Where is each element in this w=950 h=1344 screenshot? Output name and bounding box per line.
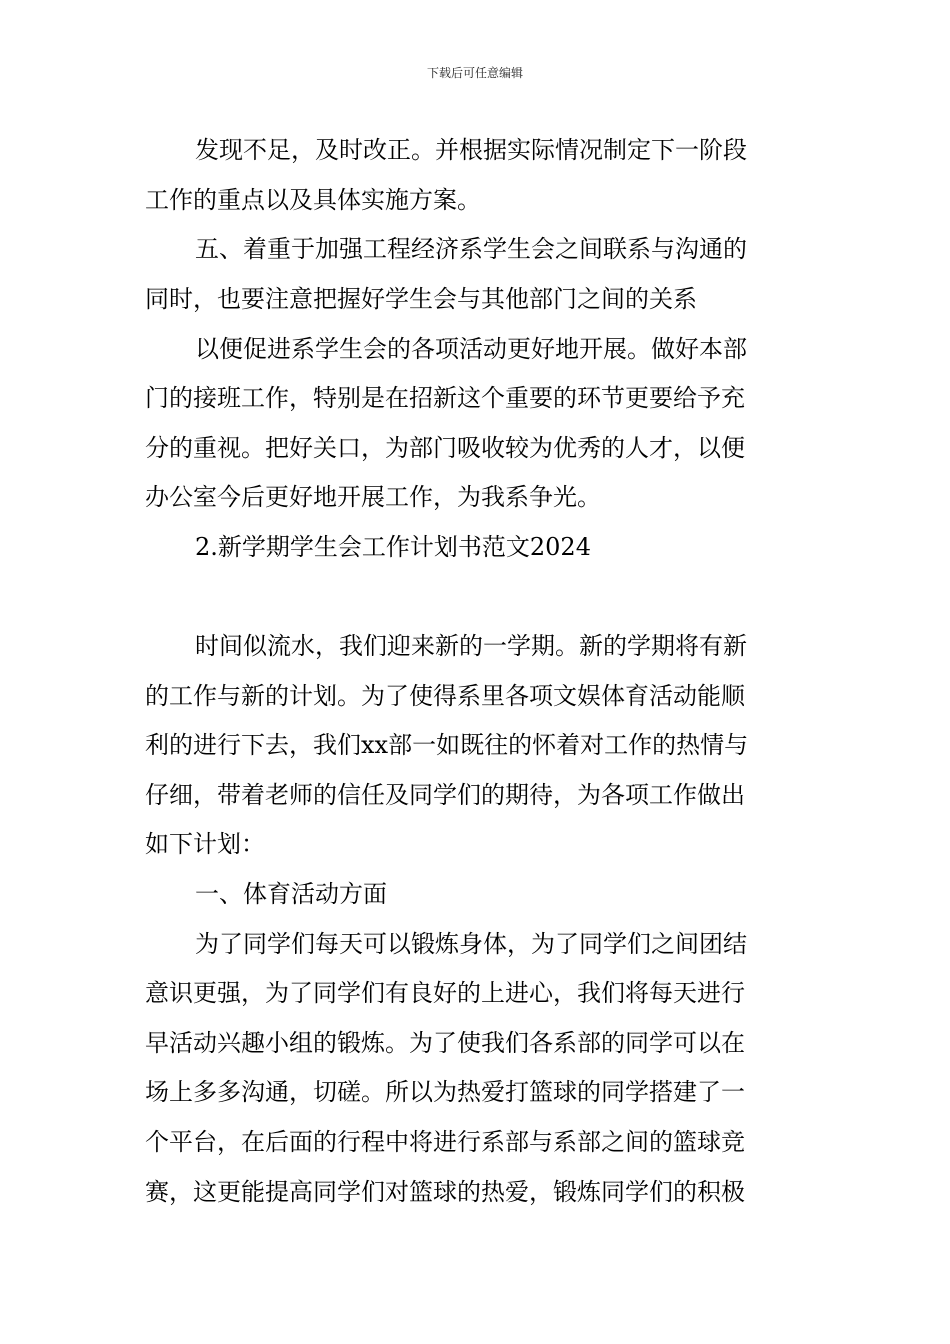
paragraph-line: 仔细，带着老师的信任及同学们的期待，为各项工作做出	[145, 781, 745, 809]
paragraph-line: 分的重视。把好关口，为部门吸收较为优秀的人才，以便	[145, 434, 745, 462]
paragraph-line: 为了同学们每天可以锻炼身体，为了同学们之间团结	[195, 930, 747, 958]
subsection-heading: 一、体育活动方面	[195, 880, 387, 908]
paragraph-line: 意识更强，为了同学们有良好的上进心，我们将每天进行	[145, 979, 745, 1007]
paragraph-line: 赛，这更能提高同学们对篮球的热爱，锻炼同学们的积极	[145, 1178, 745, 1206]
paragraph-line: 的工作与新的计划。为了使得系里各项文娱体育活动能顺	[145, 682, 745, 710]
section-heading: 2.新学期学生会工作计划书范文2024	[195, 533, 591, 561]
paragraph-line: 时间似流水，我们迎来新的一学期。新的学期将有新	[195, 632, 747, 660]
paragraph-line: 利的进行下去，我们xx部一如既往的怀着对工作的热情与	[145, 731, 749, 759]
paragraph-line: 办公室今后更好地开展工作，为我系争光。	[145, 483, 601, 511]
paragraph-line: 场上多多沟通，切磋。所以为热爱打篮球的同学搭建了一	[145, 1078, 745, 1106]
page-header: 下载后可任意编辑	[426, 66, 523, 80]
paragraph-line: 工作的重点以及具体实施方案。	[145, 186, 481, 214]
paragraph-line: 五、着重于加强工程经济系学生会之间联系与沟通的	[195, 235, 747, 263]
paragraph-line: 发现不足，及时改正。并根据实际情况制定下一阶段	[195, 136, 747, 164]
paragraph-line: 同时，也要注意把握好学生会与其他部门之间的关系	[145, 285, 697, 313]
paragraph-line: 以便促进系学生会的各项活动更好地开展。做好本部	[195, 335, 747, 363]
paragraph-line: 个平台，在后面的行程中将进行系部与系部之间的篮球竞	[145, 1128, 745, 1156]
paragraph-line: 早活动兴趣小组的锻炼。为了使我们各系部的同学可以在	[145, 1029, 745, 1057]
paragraph-line: 如下计划：	[145, 830, 265, 858]
paragraph-line: 门的接班工作，特别是在招新这个重要的环节更要给予充	[145, 384, 745, 412]
